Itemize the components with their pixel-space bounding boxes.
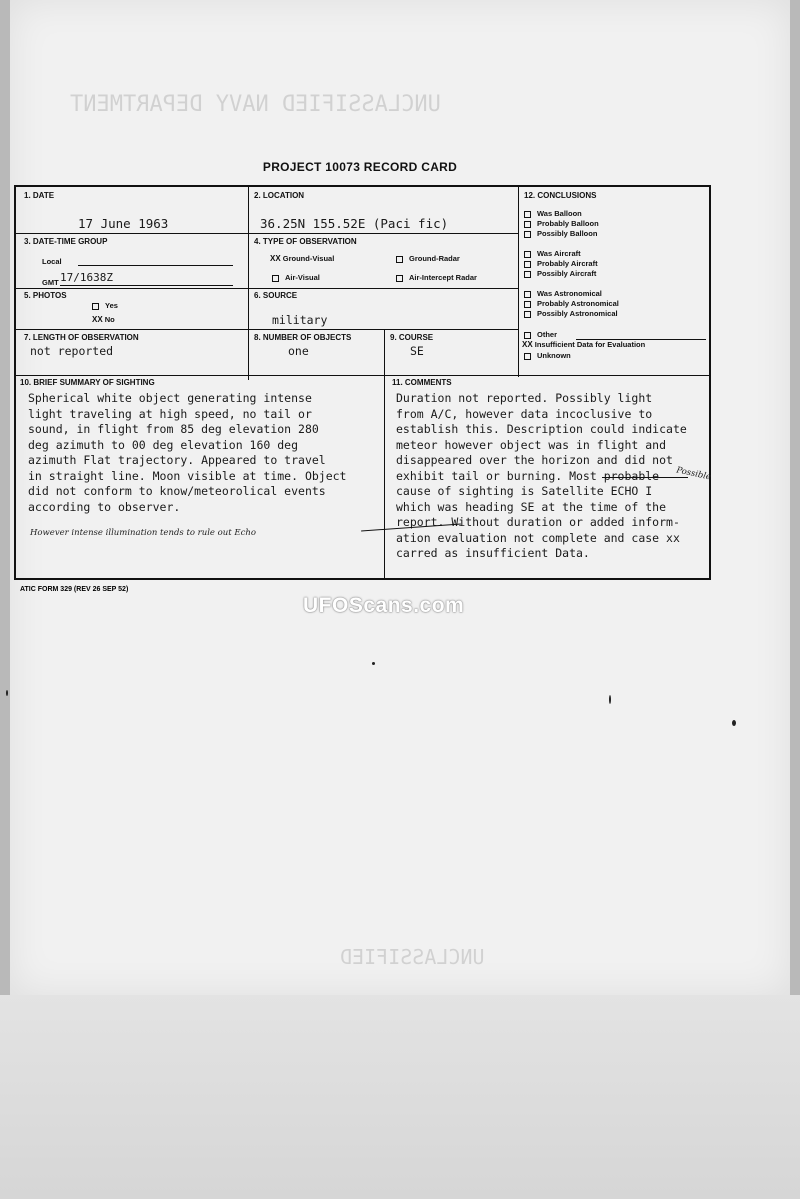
checkbox-icon — [524, 271, 531, 278]
photos-no: XX No — [92, 315, 115, 324]
source-label: 6. SOURCE — [254, 291, 298, 300]
check-mark-photos-no: XX — [92, 315, 103, 324]
scan-speck — [732, 720, 736, 726]
comments-text: Duration not reported. Possibly light from A/C, however data incoclusive to establish this. Description could indicate meteor however object was in flight and disappeared over the horizon and did not exhibit tail or burning. Most probable cause of sighting is Satellite ECHO I which was heading SE at the time of the report. Without duration or added inform- ation evaluation not complete and case xx carred as insufficient Data. — [396, 391, 687, 560]
watermark: UFOScans.com — [303, 594, 465, 617]
scan-speck — [6, 690, 8, 696]
conclusion-item: Probably Astronomical — [524, 299, 619, 308]
dtg-gmt-value: 17/1638Z — [60, 271, 113, 284]
checkbox-icon — [524, 211, 531, 218]
conclusion-item: Probably Balloon — [524, 219, 599, 228]
form-title: PROJECT 10073 RECORD CARD — [262, 160, 458, 174]
checkbox-icon — [524, 221, 531, 228]
bleed-through-top: UNCLASSIFIED NAVY DEPARTMENT — [70, 92, 441, 117]
location-value: 36.25N 155.52E (Paci fic) — [260, 216, 449, 231]
checkbox-icon — [272, 275, 279, 282]
course-value: SE — [410, 344, 424, 358]
comments-handwritten-note: Possible — [675, 465, 712, 483]
record-card — [14, 185, 711, 580]
form-footer: ATIC FORM 329 (REV 26 SEP 52) — [20, 586, 129, 593]
checkbox-icon — [524, 291, 531, 298]
obs-ground-visual: XX Ground-Visual — [270, 254, 335, 263]
location-label: 2. LOCATION — [254, 191, 305, 200]
photos-label: 5. PHOTOS — [24, 291, 67, 300]
check-mark-insufficient: XX — [522, 340, 533, 349]
conclusion-item: Possibly Aircraft — [524, 269, 596, 278]
dtg-local-label: Local — [42, 257, 62, 266]
length-value: not reported — [30, 344, 114, 358]
checkbox-icon — [396, 275, 403, 282]
conclusion-item: Possibly Astronomical — [524, 309, 618, 318]
checkbox-icon — [524, 311, 531, 318]
summary-label: 10. BRIEF SUMMARY OF SIGHTING — [20, 378, 155, 387]
checkbox-icon — [524, 353, 531, 360]
scan-speck — [372, 662, 375, 665]
checkbox-icon — [524, 332, 531, 339]
conclusion-item: Possibly Balloon — [524, 229, 597, 238]
summary-handwritten-note: However intense illumination tends to rule out Echo — [30, 528, 256, 538]
checkbox-icon — [524, 261, 531, 268]
objects-value: one — [288, 344, 309, 358]
checkbox-icon — [524, 231, 531, 238]
summary-text: Spherical white object generating intense light traveling at high speed, no tail or sound, in flight from 85 deg elevation 280 deg azimuth to 00 deg elevation 160 deg azimuth Flat trajectory. Appeared to travel in straight line. Moon visible at time. Object did not conform to know/meteorolical events according to observer. — [28, 391, 347, 514]
course-label: 9. COURSE — [390, 333, 434, 342]
conclusion-item: Unknown — [524, 351, 571, 360]
scan-speck — [609, 695, 611, 704]
checkbox-icon — [396, 256, 403, 263]
obs-air-visual: Air-Visual — [272, 273, 320, 282]
conclusions-label: 12. CONCLUSIONS — [524, 191, 597, 200]
conclusion-item: Other — [524, 330, 557, 339]
photos-yes: Yes — [92, 301, 118, 310]
objects-label: 8. NUMBER OF OBJECTS — [254, 333, 352, 342]
length-label: 7. LENGTH OF OBSERVATION — [24, 333, 139, 342]
date-value: 17 June 1963 — [78, 216, 169, 231]
conclusion-item: Was Aircraft — [524, 249, 581, 258]
checkbox-icon — [524, 251, 531, 258]
source-value: military — [272, 313, 328, 327]
conclusion-item-insufficient: XX Insufficient Data for Evaluation — [522, 340, 646, 349]
obs-air-intercept: Air-Intercept Radar — [396, 273, 477, 282]
bleed-through-bottom: UNCLASSIFIED — [340, 945, 485, 969]
observation-type-label: 4. TYPE OF OBSERVATION — [254, 237, 357, 246]
scan-background — [0, 995, 800, 1199]
conclusion-item: Was Astronomical — [524, 289, 602, 298]
strike-through — [602, 477, 688, 478]
date-label: 1. DATE — [24, 191, 55, 200]
check-mark-ground-visual: XX — [270, 254, 281, 263]
checkbox-icon — [524, 301, 531, 308]
comments-label: 11. COMMENTS — [392, 378, 452, 387]
dtg-label: 3. DATE-TIME GROUP — [24, 237, 108, 246]
checkbox-icon — [92, 303, 99, 310]
dtg-gmt-label: GMT — [42, 278, 59, 287]
conclusion-item: Was Balloon — [524, 209, 582, 218]
conclusion-item: Probably Aircraft — [524, 259, 598, 268]
obs-ground-radar: Ground-Radar — [396, 254, 460, 263]
